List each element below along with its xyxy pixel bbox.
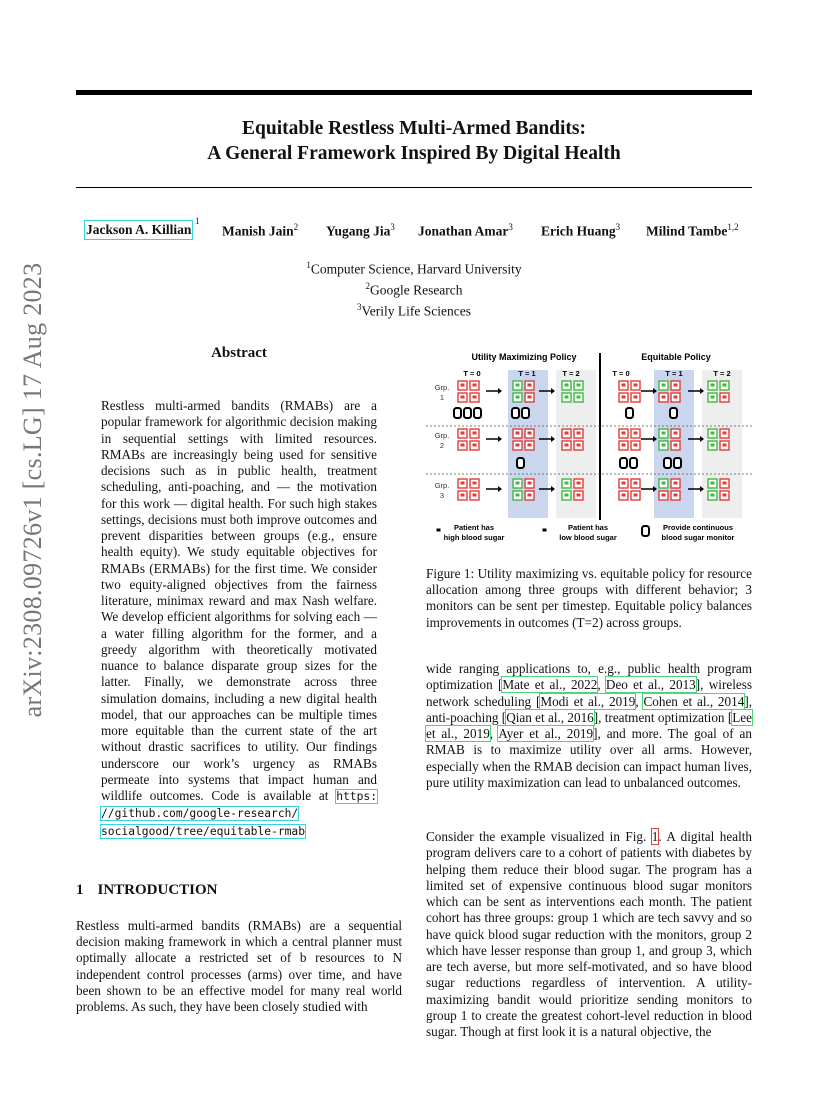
top-rule <box>76 90 752 95</box>
monitor-icon <box>620 458 627 468</box>
patient-icon <box>622 432 626 435</box>
patient-icon <box>516 432 520 435</box>
arrow <box>498 388 502 394</box>
monitor-icon <box>454 408 461 418</box>
group-label: Grp. <box>434 383 450 392</box>
legend-label: high blood sugar <box>443 533 505 542</box>
patient-icon <box>622 384 626 387</box>
patient-icon <box>711 482 715 485</box>
patient-icon <box>473 432 477 435</box>
timestep-label: T = 0 <box>463 369 481 378</box>
patient-icon <box>461 396 465 399</box>
patient-icon <box>634 396 638 399</box>
group-number: 3 <box>439 491 445 500</box>
monitor-icon <box>674 458 681 468</box>
patient-icon <box>461 384 465 387</box>
patient-icon <box>634 384 638 387</box>
monitor-icon <box>474 408 481 418</box>
legend-label: Patient has <box>453 523 495 532</box>
patient-icon <box>723 384 727 387</box>
body-paragraph-1: wide ranging applications to, e.g., public health program optimization [Mate et al., 2022, Deo et al., 2013], wireless network scheduling [Modi et al., 2019, Cohen et al., 2014], anti-poaching [Qian et al., 2016], treatment optimization [Lee et al., 2019, Ayer et al., 2019], and more. The goal of an RMAB is to maximize utility over all arms. However, especially when the RMAB decision can impact human lives, pure utility maximization can lead to unbalanced outcomes. <box>426 661 753 790</box>
patient-icon <box>528 444 532 447</box>
patient-icon <box>473 482 477 485</box>
intro-body: Restless multi-armed bandits (RMABs) are a sequential decision making framework in which a central planner must optimally allocate a restricted set of b resources to N independent control processes (arms) over time, and have been shown to be an effective model for many real world problems. As such, they have been closely studied with <box>76 918 402 1015</box>
legend-label: low blood sugar <box>559 533 617 542</box>
patient-icon <box>461 482 465 485</box>
code-url-link[interactable]: //github.com/google-research/ <box>101 807 299 821</box>
legend-label: blood sugar monitor <box>661 533 735 542</box>
monitor-icon <box>642 526 649 536</box>
monitor-icon <box>626 408 633 418</box>
arrow <box>498 486 502 492</box>
patient-icon <box>461 432 465 435</box>
author: Yugang Jia$^3$ <box>326 222 395 239</box>
affiliation: $^2$Google Research <box>365 281 463 298</box>
title-rule <box>76 187 752 188</box>
code-url-link[interactable]: socialgood/tree/equitable-rmab <box>101 824 306 838</box>
patient-icon <box>565 384 569 387</box>
arrow <box>551 388 555 394</box>
title-line-2: A General Framework Inspired By Digital Health <box>207 143 621 164</box>
patient-icon <box>528 482 532 485</box>
patient-icon <box>662 444 666 447</box>
author: Milind Tambe$^{1,2}$ <box>646 222 739 239</box>
patient-icon <box>577 444 581 447</box>
timestep-label: T = 2 <box>713 369 731 378</box>
patient-icon <box>528 432 532 435</box>
affiliations <box>76 257 752 320</box>
timestep-label: T = 1 <box>665 369 683 378</box>
patient-icon <box>528 384 532 387</box>
author-sup: 1 <box>195 216 200 226</box>
patient-icon <box>662 396 666 399</box>
patient-icon <box>711 432 715 435</box>
body-paragraph-2: Consider the example visualized in Fig. 1. A digital health program delivers care to a cohort of patients with diabetes by helping them reduce their blood sugar. The program has a limited set of expensive continuous blood sugar monitors which can be sent as interventions each month. The patient cohort has three groups: group 1 which are tech savvy and so have quick blood sugar reduction with the monitors, group 2 which have lesser response than group 1, and group 3, which are tech averse, but more self-motivated, and so have blood sugar reductions regardless of intervention. A utility-maximizing bandit would prioritize sending monitors to group 1 to create the greatest cohort-level reduction in blood sugar. Though at first look it is a natural objective, the <box>426 829 752 1039</box>
patient-icon <box>577 482 581 485</box>
patient-icon <box>711 444 715 447</box>
arrow <box>551 486 555 492</box>
patient-icon <box>437 529 441 532</box>
legend-label: Patient has <box>567 523 609 532</box>
group-number: 2 <box>439 441 445 450</box>
patient-icon <box>662 482 666 485</box>
timestep-label: T = 2 <box>562 369 580 378</box>
arxiv-stamp <box>15 262 51 718</box>
monitor-icon <box>630 458 637 468</box>
patient-icon <box>674 396 678 399</box>
patient-icon <box>723 494 727 497</box>
patient-icon <box>516 482 520 485</box>
monitor-icon <box>517 458 524 468</box>
code-url-link[interactable]: https: <box>336 790 377 803</box>
author: Manish Jain$^2$ <box>222 222 299 239</box>
patient-icon <box>473 384 477 387</box>
patient-icon <box>711 494 715 497</box>
arrow <box>551 436 555 442</box>
timestep-label: T = 0 <box>612 369 630 378</box>
monitor-icon <box>522 408 529 418</box>
arrow <box>498 436 502 442</box>
patient-icon <box>565 482 569 485</box>
abstract-body: Restless multi-armed bandits (RMABs) are a popular framework for algorithmic decision making in sequential settings with limited resources. RMABs are increasingly being used for sensitive decisions such as in public health, treatment scheduling, anti-poaching, and — the motivation for this work — digital health. For such high stakes settings, decisions must both improve outcomes and prevent disparities between groups (e.g., ensure health equity). We study equitable objectives for RMABs (ERMABs) for the first time. We consider two equity-aligned objectives from the fairness literature, minimax reward and max Nash welfare. We develop efficient algorithms for solving each — a water filling algorithm for the former, and a greedy algorithm with theoretically motivated nuance to balance disparate group sizes for the latter. Finally, we demonstrate across three simulation domains, including a new digital health model, that our approaches can be multiple times more equitable than the current state of the art without drastic sacrifices to utility. Our findings underscore our work’s urgency as RMABs permeate into systems that impact human and wildlife outcomes. Code is available at https: //github.com/google-research/ socialgood/tree/equitable-rmab <box>101 398 377 838</box>
group-label: Grp. <box>434 481 450 490</box>
monitor-icon <box>464 408 471 418</box>
figure-left-title: Utility Maximizing Policy <box>471 352 577 362</box>
patient-icon <box>543 529 547 532</box>
group-label: Grp. <box>434 431 450 440</box>
patient-icon <box>473 494 477 497</box>
affiliation: $^3$Verily Life Sciences <box>357 302 471 319</box>
patient-icon <box>473 396 477 399</box>
patient-icon <box>723 432 727 435</box>
patient-icon <box>622 494 626 497</box>
patient-icon <box>662 432 666 435</box>
patient-icon <box>622 396 626 399</box>
patient-icon <box>622 444 626 447</box>
patient-icon <box>634 444 638 447</box>
citation-link[interactable]: Lee et al., 2019 <box>426 709 752 741</box>
patient-icon <box>577 384 581 387</box>
author: Erich Huang$^3$ <box>541 222 621 239</box>
patient-icon <box>674 444 678 447</box>
patient-icon <box>723 396 727 399</box>
monitor-icon <box>664 458 671 468</box>
patient-icon <box>528 494 532 497</box>
patient-icon <box>577 432 581 435</box>
author-link[interactable]: Jackson A. Killian <box>86 222 192 237</box>
abstract-heading: Abstract <box>211 345 267 361</box>
patient-icon <box>528 396 532 399</box>
figure-ref-link[interactable]: 1 <box>651 829 659 844</box>
patient-icon <box>565 432 569 435</box>
patient-icon <box>662 384 666 387</box>
patient-icon <box>634 494 638 497</box>
patient-icon <box>723 482 727 485</box>
citation-link[interactable]: Ayer et al., 2019 <box>498 726 594 741</box>
patient-icon <box>516 444 520 447</box>
group-number: 1 <box>439 393 445 402</box>
patient-icon <box>577 396 581 399</box>
citation-link[interactable]: Modi et al., 2019 <box>540 693 636 709</box>
citation-link[interactable]: Deo et al., 2013 <box>605 677 696 693</box>
patient-icon <box>565 396 569 399</box>
arxiv-stamp-text: arXiv:2308.09726v1 [cs.LG] 17 Aug 2023 <box>18 262 47 718</box>
patient-icon <box>674 482 678 485</box>
author: Jonathan Amar$^3$ <box>418 222 513 239</box>
title-line-1: Equitable Restless Multi-Armed Bandits: <box>242 118 586 139</box>
figure-1 <box>426 348 756 548</box>
citation-link[interactable]: Qian et al., 2016 <box>506 709 594 725</box>
patient-icon <box>461 444 465 447</box>
patient-icon <box>634 482 638 485</box>
patient-icon <box>674 432 678 435</box>
section-heading-introduction: 1 INTRODUCTION <box>76 882 218 898</box>
paper-title <box>76 116 752 166</box>
patient-icon <box>674 384 678 387</box>
patient-icon <box>516 384 520 387</box>
timestep-label: T = 1 <box>518 369 536 378</box>
patient-icon <box>634 432 638 435</box>
patient-icon <box>723 444 727 447</box>
patient-icon <box>711 396 715 399</box>
monitor-icon <box>512 408 519 418</box>
figure-caption: Figure 1: Utility maximizing vs. equitable policy for resource allocation among three groups with different behavior; 3 monitors can be sent per timestep. Equitable policy balances improvements in outcomes (T=2) across groups. <box>426 566 752 630</box>
patient-icon <box>577 494 581 497</box>
patient-icon <box>565 444 569 447</box>
patient-icon <box>674 494 678 497</box>
patient-icon <box>516 396 520 399</box>
patient-icon <box>662 494 666 497</box>
citation-link[interactable]: Mate et al., 2022 <box>502 677 598 693</box>
citation-link[interactable]: Cohen et al., 2014 <box>643 693 745 709</box>
legend-label: Provide continuous <box>662 523 734 532</box>
patient-icon <box>461 494 465 497</box>
patient-icon <box>516 494 520 497</box>
patient-icon <box>565 494 569 497</box>
patient-icon <box>473 444 477 447</box>
patient-icon <box>711 384 715 387</box>
monitor-icon <box>670 408 677 418</box>
affiliation: $^1$Computer Science, Harvard University <box>306 260 522 277</box>
patient-icon <box>622 482 626 485</box>
figure-right-title: Equitable Policy <box>641 352 711 362</box>
